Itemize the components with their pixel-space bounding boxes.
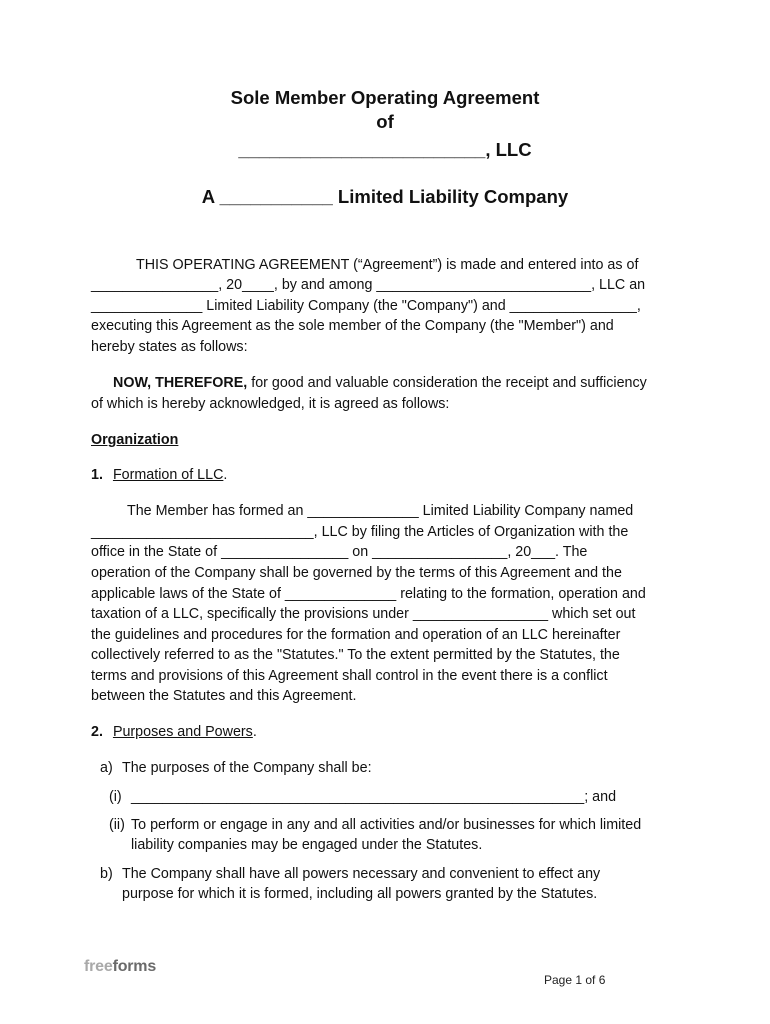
section-1-line: ____________________________, LLC by filing the Articles of Organization with the	[91, 524, 629, 540]
section-1-title-punct: .	[223, 467, 228, 483]
section-1-number: 1.	[91, 467, 103, 483]
section-2-heading	[91, 722, 257, 743]
title-line-3: ________________________, LLC	[238, 139, 532, 160]
section-1-line: the guidelines and procedures for the formation and operation of an LLC hereinafter	[91, 627, 621, 643]
item-i-text: _________________________________________________________; and	[131, 789, 617, 805]
section-1-line: between the Statutes and this Agreement.	[91, 688, 357, 704]
item-b-line: The Company shall have all powers necessary and convenient to effect any	[122, 866, 601, 882]
item-b-marker: b)	[100, 866, 113, 882]
item-b-line: purpose for which it is formed, including all powers granted by the Statutes.	[122, 886, 598, 902]
title-line-2: of	[376, 111, 394, 132]
section-1-line: taxation of a LLC, specifically the provisions under _________________ which set out	[91, 606, 636, 622]
title-line-1: Sole Member Operating Agreement	[230, 87, 540, 108]
intro-line: THIS OPERATING AGREEMENT (“Agreement”) is made and entered into as of	[136, 257, 639, 273]
section-1-line: operation of the Company shall be governed by the terms of this Agreement and the	[91, 565, 622, 581]
section-2-title: Purposes and Powers	[112, 724, 253, 740]
section-2-title-punct: .	[252, 724, 257, 740]
item-ii-line: liability companies may be engaged under the Statutes.	[131, 837, 483, 853]
section-2-number: 2.	[91, 724, 103, 740]
now-therefore-line	[113, 373, 647, 394]
item-a-marker: a)	[100, 760, 113, 776]
item-ii-line: To perform or engage in any and all activities and/or businesses for which limited	[131, 817, 642, 833]
title-line-4: A ___________ Limited Liability Company	[201, 186, 569, 207]
now-therefore-lead: NOW, THEREFORE,	[113, 375, 248, 391]
organization-heading: Organization	[91, 432, 179, 448]
section-1-title: Formation of LLC	[112, 467, 224, 483]
section-1-line: office in the State of ________________ on _________________, 20___. The	[91, 544, 588, 560]
section-1-line: collectively referred to as the "Statutes." To the extent permitted by the Statutes, the	[91, 647, 620, 663]
now-therefore-rest: for good and valuable consideration the receipt and sufficiency	[247, 375, 647, 391]
logo-free: free	[84, 958, 113, 975]
section-1-line: The Member has formed an ______________ Limited Liability Company named	[127, 503, 634, 519]
item-a-text: The purposes of the Company shall be:	[122, 760, 372, 776]
section-1-line: terms and provisions of this Agreement shall control in the event there is a conflict	[91, 668, 608, 684]
section-1-heading	[91, 465, 227, 486]
now-therefore-line-2: of which is hereby acknowledged, it is agreed as follows:	[91, 396, 450, 412]
logo-forms: forms	[112, 958, 157, 975]
item-ii-marker: (ii)	[109, 817, 125, 833]
intro-line: ______________ Limited Liability Company (the "Company") and ________________,	[91, 298, 641, 314]
intro-line: ________________, 20____, by and among ___________________________, LLC an	[91, 277, 646, 293]
intro-line: hereby states as follows:	[91, 339, 248, 355]
section-1-line: applicable laws of the State of ______________ relating to the formation, operation and	[91, 586, 646, 602]
page-number: Page 1 of 6	[544, 973, 606, 987]
intro-line: executing this Agreement as the sole member of the Company (the "Member") and	[91, 318, 614, 334]
item-i-marker: (i)	[109, 789, 122, 805]
freeforms-logo	[84, 958, 156, 976]
